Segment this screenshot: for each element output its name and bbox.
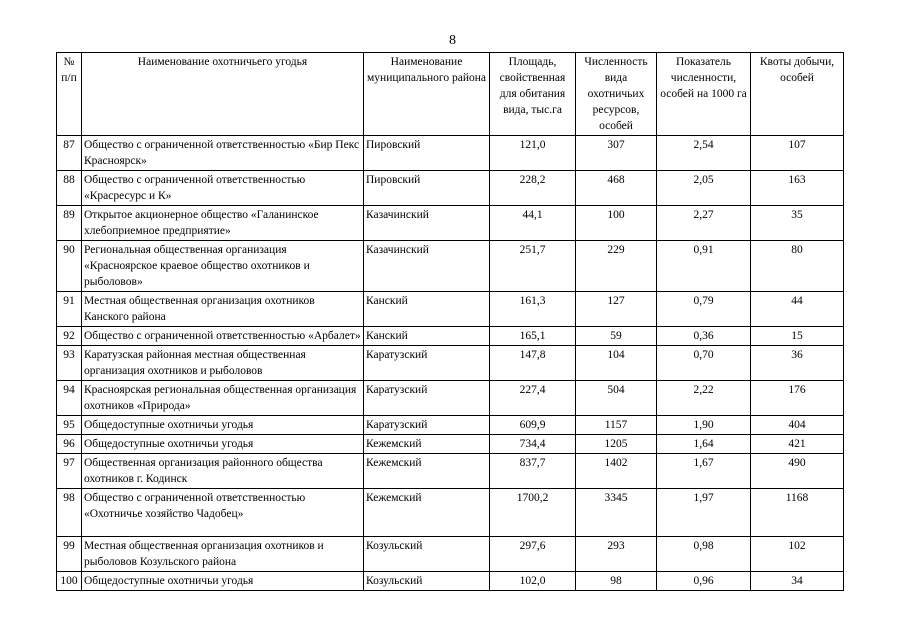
- cell-hunting-ground: Местная общественная организация охотников Канского района: [82, 292, 364, 327]
- cell-area: 251,7: [490, 241, 576, 292]
- cell-district: Каратузский: [364, 381, 490, 416]
- cell-number: 93: [57, 346, 82, 381]
- cell-area: 147,8: [490, 346, 576, 381]
- cell-quota: 404: [751, 416, 844, 435]
- table-row: [57, 346, 844, 381]
- cell-district: Пировский: [364, 136, 490, 171]
- cell-hunting-ground: Общество с ограниченной ответственностью «Охотничье хозяйство Чадобец»: [82, 489, 364, 537]
- table-header-row: [57, 53, 844, 136]
- cell-hunting-ground: Общество с ограниченной ответственностью «Бир Пекс Красноярск»: [82, 136, 364, 171]
- cell-density-index: 1,90: [657, 416, 751, 435]
- cell-population: 1157: [576, 416, 657, 435]
- cell-district: Канский: [364, 327, 490, 346]
- cell-area: 102,0: [490, 572, 576, 591]
- table-row: [57, 381, 844, 416]
- cell-area: 227,4: [490, 381, 576, 416]
- cell-number: 90: [57, 241, 82, 292]
- cell-district: Кежемский: [364, 435, 490, 454]
- cell-density-index: 0,91: [657, 241, 751, 292]
- cell-number: 96: [57, 435, 82, 454]
- cell-hunting-ground: Общество с ограниченной ответственностью «Красресурс и К»: [82, 171, 364, 206]
- cell-density-index: 2,54: [657, 136, 751, 171]
- cell-population: 100: [576, 206, 657, 241]
- cell-quota: 490: [751, 454, 844, 489]
- cell-area: 1700,2: [490, 489, 576, 537]
- cell-district: Пировский: [364, 171, 490, 206]
- cell-district: Канский: [364, 292, 490, 327]
- cell-density-index: 0,36: [657, 327, 751, 346]
- table-row: [57, 416, 844, 435]
- table-row: [57, 136, 844, 171]
- cell-quota: 15: [751, 327, 844, 346]
- header-number: № п/п: [57, 53, 82, 136]
- cell-district: Казачинский: [364, 206, 490, 241]
- cell-quota: 35: [751, 206, 844, 241]
- cell-density-index: 0,96: [657, 572, 751, 591]
- cell-hunting-ground: Общедоступные охотничьи угодья: [82, 572, 364, 591]
- cell-number: 87: [57, 136, 82, 171]
- table-row: [57, 489, 844, 537]
- cell-hunting-ground: Региональная общественная организация «Красноярское краевое общество охотников и рыболовов»: [82, 241, 364, 292]
- cell-density-index: 1,97: [657, 489, 751, 537]
- cell-population: 3345: [576, 489, 657, 537]
- header-population: Численность вида охотничьих ресурсов, особей: [576, 53, 657, 136]
- cell-district: Казачинский: [364, 241, 490, 292]
- cell-quota: 36: [751, 346, 844, 381]
- cell-population: 468: [576, 171, 657, 206]
- cell-hunting-ground: Красноярская региональная общественная организация охотников «Природа»: [82, 381, 364, 416]
- table-row: [57, 454, 844, 489]
- cell-hunting-ground: Общество с ограниченной ответственностью «Арбалет»: [82, 327, 364, 346]
- cell-area: 165,1: [490, 327, 576, 346]
- header-quota: Квоты добычи, особей: [751, 53, 844, 136]
- cell-number: 94: [57, 381, 82, 416]
- cell-population: 1402: [576, 454, 657, 489]
- cell-population: 104: [576, 346, 657, 381]
- cell-district: Козульский: [364, 537, 490, 572]
- cell-quota: 107: [751, 136, 844, 171]
- cell-quota: 421: [751, 435, 844, 454]
- cell-number: 88: [57, 171, 82, 206]
- header-area: Площадь, свойственная для обитания вида, тыс.га: [490, 53, 576, 136]
- cell-number: 89: [57, 206, 82, 241]
- cell-hunting-ground: Каратузская районная местная общественная организация охотников и рыболовов: [82, 346, 364, 381]
- cell-area: 609,9: [490, 416, 576, 435]
- cell-density-index: 2,05: [657, 171, 751, 206]
- table-row: [57, 435, 844, 454]
- cell-number: 92: [57, 327, 82, 346]
- cell-area: 297,6: [490, 537, 576, 572]
- table-row: [57, 171, 844, 206]
- cell-population: 504: [576, 381, 657, 416]
- cell-density-index: 2,27: [657, 206, 751, 241]
- cell-district: Каратузский: [364, 346, 490, 381]
- cell-number: 95: [57, 416, 82, 435]
- cell-density-index: 1,67: [657, 454, 751, 489]
- hunting-quota-table: [56, 52, 844, 591]
- cell-population: 1205: [576, 435, 657, 454]
- cell-density-index: 1,64: [657, 435, 751, 454]
- cell-population: 307: [576, 136, 657, 171]
- cell-area: 228,2: [490, 171, 576, 206]
- header-density-index: Показатель численности, особей на 1000 га: [657, 53, 751, 136]
- cell-district: Козульский: [364, 572, 490, 591]
- table-row: [57, 572, 844, 591]
- cell-number: 98: [57, 489, 82, 537]
- cell-quota: 80: [751, 241, 844, 292]
- cell-hunting-ground: Открытое акционерное общество «Галанинское хлебоприемное предприятие»: [82, 206, 364, 241]
- cell-population: 293: [576, 537, 657, 572]
- cell-district: Каратузский: [364, 416, 490, 435]
- table-row: [57, 292, 844, 327]
- table-row: [57, 327, 844, 346]
- cell-area: 44,1: [490, 206, 576, 241]
- cell-number: 91: [57, 292, 82, 327]
- cell-hunting-ground: Местная общественная организация охотников и рыболовов Козульского района: [82, 537, 364, 572]
- table-row: [57, 206, 844, 241]
- page-number: 8: [449, 33, 456, 48]
- cell-density-index: 0,70: [657, 346, 751, 381]
- table-body: [57, 136, 844, 591]
- cell-quota: 1168: [751, 489, 844, 537]
- cell-area: 734,4: [490, 435, 576, 454]
- cell-district: Кежемский: [364, 489, 490, 537]
- cell-number: 97: [57, 454, 82, 489]
- cell-hunting-ground: Общедоступные охотничьи угодья: [82, 435, 364, 454]
- cell-quota: 163: [751, 171, 844, 206]
- cell-population: 229: [576, 241, 657, 292]
- cell-number: 99: [57, 537, 82, 572]
- cell-quota: 102: [751, 537, 844, 572]
- header-district: Наименование муниципального района: [364, 53, 490, 136]
- cell-area: 161,3: [490, 292, 576, 327]
- table-row: [57, 537, 844, 572]
- cell-hunting-ground: Общественная организация районного общества охотников г. Кодинск: [82, 454, 364, 489]
- cell-population: 127: [576, 292, 657, 327]
- cell-district: Кежемский: [364, 454, 490, 489]
- cell-quota: 34: [751, 572, 844, 591]
- cell-hunting-ground: Общедоступные охотничьи угодья: [82, 416, 364, 435]
- cell-population: 59: [576, 327, 657, 346]
- cell-number: 100: [57, 572, 82, 591]
- cell-density-index: 0,79: [657, 292, 751, 327]
- cell-density-index: 0,98: [657, 537, 751, 572]
- cell-population: 98: [576, 572, 657, 591]
- cell-quota: 44: [751, 292, 844, 327]
- header-hunting-ground: Наименование охотничьего угодья: [82, 53, 364, 136]
- table-row: [57, 241, 844, 292]
- cell-area: 837,7: [490, 454, 576, 489]
- cell-area: 121,0: [490, 136, 576, 171]
- cell-quota: 176: [751, 381, 844, 416]
- cell-density-index: 2,22: [657, 381, 751, 416]
